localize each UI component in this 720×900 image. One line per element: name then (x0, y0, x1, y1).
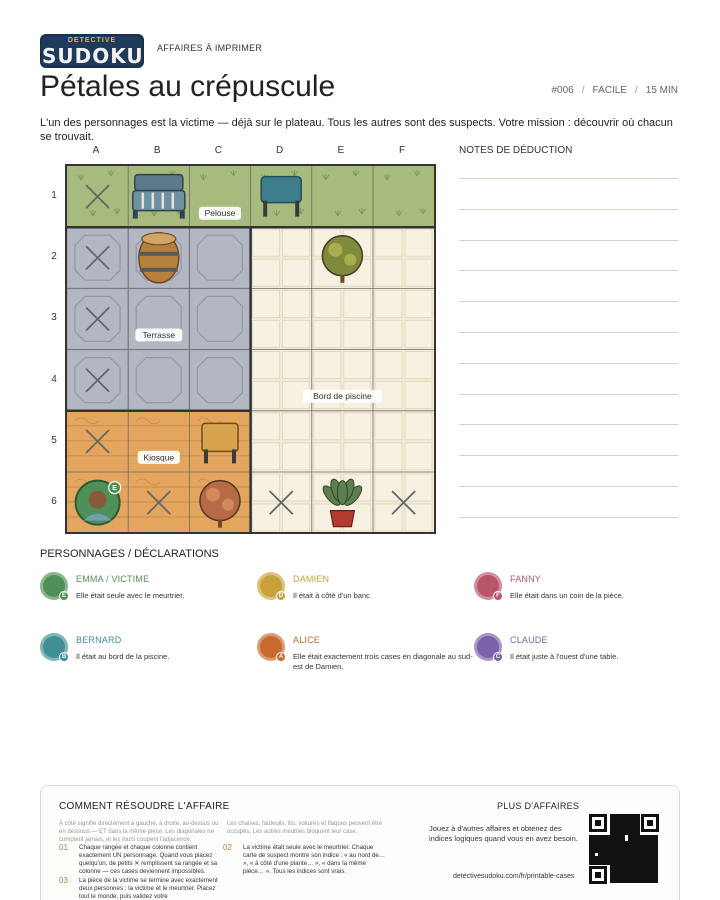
how-to-note-furniture: Les chaises, fauteuils, lits, voitures et flaques peuvent être occupés. Les autres meubles bloquent leur case. (227, 821, 383, 835)
zone-label (199, 207, 241, 220)
board-cell[interactable] (312, 166, 373, 227)
zone-label (303, 390, 382, 403)
column-label: E (337, 145, 345, 156)
character-statement: Elle était exactement trois cases en diagonale au sud-est de Damien. (293, 652, 473, 671)
row-labels (44, 165, 64, 535)
board-cell[interactable] (373, 166, 434, 227)
svg-text:Kiosque: Kiosque (143, 452, 175, 463)
notes-line (459, 301, 678, 302)
character-statement: Il était au bord de la piscine. (76, 652, 170, 661)
board-cell[interactable] (189, 288, 250, 349)
notes-line (459, 455, 678, 456)
row-label: 2 (51, 251, 57, 263)
board-cell[interactable] (373, 288, 434, 349)
more-cases-title: PLUS D'AFFAIRES (497, 801, 580, 811)
notes-line (459, 394, 678, 395)
notes-line (459, 424, 678, 425)
column-label: D (275, 145, 284, 156)
character-badge: D (276, 591, 286, 601)
character-statement: Il était juste à l'ouest d'une table. (510, 652, 619, 661)
column-label: C (214, 145, 222, 156)
step-number: 02 (223, 843, 232, 852)
how-to-panel (40, 785, 680, 900)
board-cell[interactable] (312, 288, 373, 349)
more-cases-link[interactable]: detectivesudoku.com/fr/printable-cases (453, 873, 575, 880)
how-to-note-adjacency: À côté signifie directement à gauche, à droite, au-dessus ou en dessous — ET dans la même pièce. Les diagonales ne comptent jamais, et les murs coupent l'adjacence. (59, 821, 219, 843)
board-cell[interactable] (189, 227, 250, 288)
board-cell[interactable] (128, 350, 189, 411)
case-difficulty: FACILE (592, 85, 627, 96)
board-cell[interactable] (251, 288, 312, 349)
character-card[interactable] (257, 633, 473, 683)
how-to-step (59, 877, 229, 900)
case-meta: #006 / FACILE / 15 MIN (551, 85, 678, 96)
character-name: DAMIEN (293, 574, 330, 584)
notes-line (459, 486, 678, 487)
character-statement: Elle était seule avec le meurtrier. (76, 591, 185, 600)
character-name: FANNY (510, 574, 542, 584)
header (40, 34, 680, 70)
board-cell[interactable] (373, 227, 434, 288)
characters-title: PERSONNAGES / DÉCLARATIONS (40, 548, 219, 560)
row-label: 4 (51, 373, 57, 385)
notes-line (459, 332, 678, 333)
step-number: 01 (59, 843, 68, 852)
how-to-step (59, 844, 229, 874)
column-labels (65, 145, 436, 157)
character-statement: Elle était dans un coin de la pièce. (510, 591, 624, 600)
notes-title: NOTES DE DÉDUCTION (459, 145, 573, 156)
character-name: BERNARD (76, 635, 122, 645)
character-card[interactable] (40, 572, 250, 622)
board-cell[interactable] (373, 411, 434, 472)
case-duration: 15 MIN (645, 85, 678, 96)
notes-line (459, 209, 678, 210)
character-badge: E (59, 591, 69, 601)
step-number: 03 (59, 876, 68, 885)
more-cases-description: Jouez à d'autres affaires et obtenez des indices logiques quand vous en avez besoin. (429, 824, 578, 843)
board-cell[interactable] (312, 411, 373, 472)
board-cell[interactable] (251, 350, 312, 411)
notes-line (459, 363, 678, 364)
row-label: 3 (51, 312, 57, 324)
board-cell[interactable] (251, 227, 312, 288)
row-label: 6 (51, 496, 57, 507)
how-to-step (223, 844, 393, 874)
character-name: EMMA / VICTIME (76, 574, 150, 584)
board-cell[interactable] (189, 350, 250, 411)
logo[interactable] (40, 34, 144, 68)
notes-line (459, 240, 678, 241)
board-svg[interactable] (67, 166, 434, 532)
column-label: B (153, 145, 161, 156)
header-subtitle: AFFAIRES À IMPRIMER (157, 43, 263, 53)
column-label: A (92, 145, 100, 156)
step-text: La pièce de la victime se termine avec exactement deux personnes : la victime et le meurtrier. Placez tout le monde, puis validez votre (79, 877, 218, 900)
character-card[interactable] (40, 633, 250, 683)
character-badge: A (276, 652, 286, 662)
case-number: #006 (551, 85, 574, 96)
logo-top-text: DETECTIVE (67, 37, 117, 44)
character-card[interactable] (257, 572, 467, 622)
game-board[interactable] (65, 164, 436, 534)
logo-main-text: SUDOKU (42, 44, 144, 68)
qr-code-icon[interactable] (589, 814, 659, 884)
board-cell[interactable] (373, 350, 434, 411)
board-cell[interactable] (251, 411, 312, 472)
step-text: La victime était seule avec le meurtrier. Chaque carte de suspect montre son indice : « au nord de… », « à côté d'une plante… », « dans la même pièce… ». Tous les indices sont vrais. (243, 844, 386, 875)
svg-text:Pelouse: Pelouse (204, 208, 236, 219)
character-badge: F (493, 591, 503, 601)
zone-label (135, 329, 182, 342)
barrel-icon (139, 233, 179, 283)
column-label: F (398, 145, 406, 156)
row-label: 5 (51, 434, 57, 446)
character-card[interactable] (474, 572, 684, 622)
step-text: Chaque rangée et chaque colonne contient exactement UN personnage. Quand vous placez quelqu'un, de petits ✕ remplissent sa rangée et sa colonne — ces cases deviennent impossibles. (79, 844, 218, 875)
notes-line (459, 270, 678, 271)
zone-label (138, 451, 180, 464)
victim-badge: E (112, 485, 117, 493)
page-title: Pétales au crépuscule (40, 70, 336, 103)
notes-line (459, 517, 678, 518)
character-badge: C (493, 652, 503, 662)
character-name: ALICE (293, 635, 321, 645)
row-label: 1 (51, 190, 57, 201)
svg-text:Bord de piscine: Bord de piscine (313, 391, 372, 402)
victim-token[interactable] (76, 481, 121, 525)
svg-text:Terrasse: Terrasse (142, 330, 176, 341)
intro-text: L'un des personnages est la victime — déjà sur le plateau. Tous les autres sont des suspects. Votre mission : découvrir où chacun se trouvait. (40, 117, 673, 143)
notes-area[interactable] (459, 164, 678, 534)
character-statement: Il était à côté d'un banc. (293, 591, 372, 600)
character-badge: B (59, 652, 69, 662)
how-to-title: COMMENT RÉSOUDRE L'AFFAIRE (59, 801, 230, 812)
character-card[interactable] (474, 633, 684, 683)
notes-line (459, 178, 678, 179)
character-name: CLAUDE (510, 635, 548, 645)
